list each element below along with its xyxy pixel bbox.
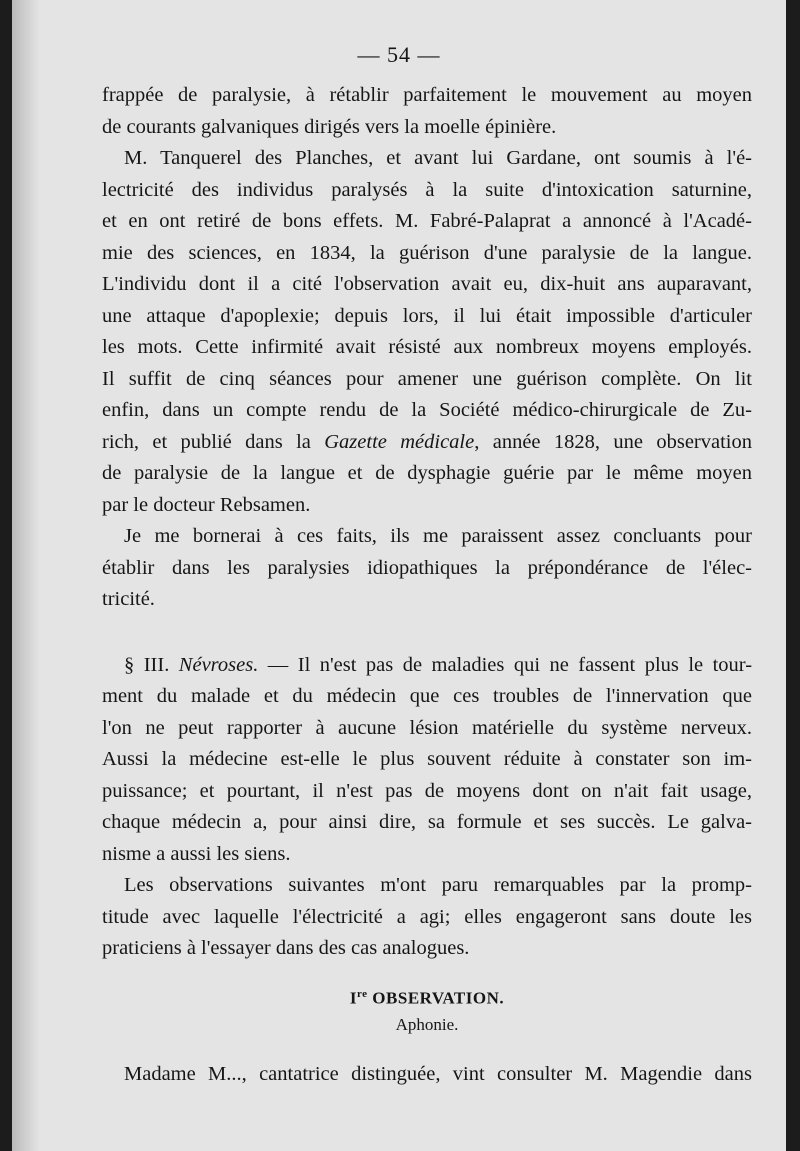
observation-superscript: re [356, 987, 368, 1000]
section-number: § III. [124, 653, 170, 676]
text-line: M. Tanquerel des Planches, et avant lui Gardane, ont soumis à l'é- [124, 147, 752, 169]
section-gap [102, 616, 752, 650]
text-line: L'individu dont il a cité l'observation avait eu, dix-huit ans auparavant, [102, 273, 752, 295]
text-line: par le docteur Rebsamen. [102, 493, 311, 516]
page-number: — 54 — [357, 42, 441, 67]
text-line: Il suffit de cinq séances pour amener une guérison complète. On lit [102, 367, 752, 390]
text-line: ment du malade et du médecin que ces troubles de l'innervation que [102, 685, 752, 707]
text-line: praticiens à l'essayer dans des cas analogues. [102, 937, 470, 959]
text-line: lectricité des individus paralysés à la suite d'intoxication saturnine, [102, 178, 752, 201]
observation-numeral: I [349, 988, 357, 1008]
text-line: Madame M..., cantatrice distinguée, vint consulter M. Magendie dans [124, 1063, 752, 1086]
text-line: établir dans les paralysies idiopathiques la prépondérance de l'élec- [102, 556, 752, 579]
observation-label: OBSERVATION. [372, 988, 505, 1008]
text-line: puissance; et pourtant, il n'est pas de moyens dont on n'ait fait usage, [102, 779, 752, 802]
text-fragment: , année 1828, une observation [474, 430, 752, 453]
text-line: tricité. [102, 588, 155, 610]
text-line: une attaque d'apoplexie; depuis lors, il lui était impossible d'articuler [102, 304, 752, 327]
text-line: de courants galvaniques dirigés vers la moelle épinière. [102, 115, 557, 138]
page-edge-shadow [12, 0, 40, 1151]
text-line: de paralysie de la langue et de dysphagie guérie par le même moyen [102, 462, 752, 484]
text-line: Aussi la médecine est-elle le plus souvent réduite à constater son im- [102, 748, 752, 770]
text-fragment: rich, et publié dans la [102, 430, 311, 453]
body-text [102, 80, 752, 1091]
text-line [102, 427, 752, 459]
text-line: les mots. Cette infirmité avait résisté aux nombreux moyens employés. [102, 336, 752, 358]
section-heading-line [102, 650, 752, 682]
journal-title: Gazette médicale [324, 430, 475, 453]
observation-subtitle: Aphonie. [395, 1015, 459, 1035]
observation-heading [102, 981, 752, 1012]
document-page [12, 0, 786, 1151]
text-line: mie des sciences, en 1834, la guérison d'une paralysie de la langue. [102, 241, 752, 264]
text-line: frappée de paralysie, à rétablir parfaitement le mouvement au moyen [102, 84, 752, 106]
text-line: nisme a aussi les siens. [102, 842, 291, 865]
text-line: l'on ne peut rapporter à aucune lésion matérielle du système nerveux. [102, 716, 752, 739]
text-line: chaque médecin a, pour ainsi dire, sa formule et ses succès. Le galva- [102, 811, 752, 833]
text-line: enfin, dans un compte rendu de la Société médico-chirurgicale de Zu- [102, 399, 752, 421]
text-line: titude avec laquelle l'électricité a agi; elles engageront sans doute les [102, 905, 752, 928]
text-line: et en ont retiré de bons effets. M. Fabré-Palaprat a annoncé à l'Acadé- [102, 210, 752, 232]
text-line: Les observations suivantes m'ont paru remarquables par la promp- [124, 874, 752, 896]
section-title: Névroses. [178, 653, 259, 676]
text-line: Je me bornerai à ces faits, ils me paraissent assez concluants pour [124, 525, 752, 547]
text-fragment: — Il n'est pas de maladies qui ne fassent plus le tour- [267, 653, 753, 676]
